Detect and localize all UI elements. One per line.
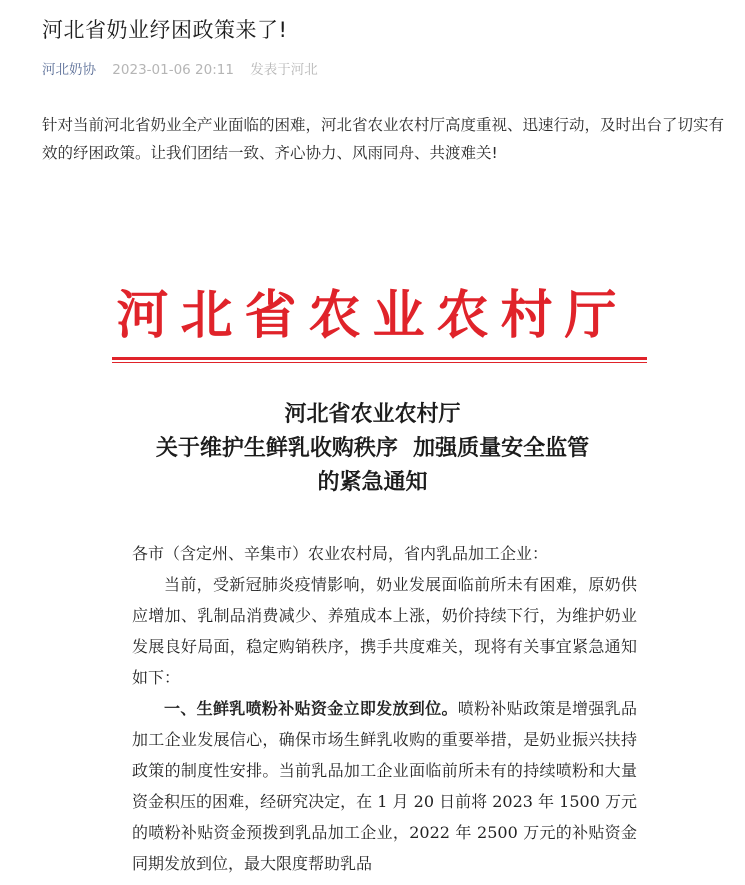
notice-title-line-2: 关于维护生鲜乳收购秩序 加强质量安全监管: [155, 436, 590, 461]
notice-title-line-1: 河北省农业农村厅: [284, 402, 461, 427]
publish-location: 发表于河北: [250, 62, 318, 78]
author-link[interactable]: 河北奶协: [42, 62, 96, 78]
notice-document-image: [0, 230, 745, 885]
org-red-header: 河北省农业农村厅: [116, 286, 629, 346]
notice-body: [132, 538, 637, 879]
publish-date: 2023-01-06 20:11: [112, 62, 234, 78]
notice-section-1: [132, 693, 637, 879]
section-1-text: 喷粉补贴政策是增强乳品加工企业发展信心，确保市场生鲜乳收购的重要举措，是奶业振兴扶持政策的制度性安排。当前乳品加工企业面临前所未有的持续喷粉和大量资金积压的困难，经研究决定，在 1 月 20 日前将 2023 年 1500 万元的喷粉补贴资金预拨到乳品加工企业，2022 年 2500 万元的补贴资金同期发放到位，最大限度帮助乳品: [132, 699, 637, 873]
article-intro: 针对当前河北省奶业全产业面临的困难，河北省农业农村厅高度重视、迅速行动，及时出台了切实有效的纾困政策。让我们团结一致、齐心协力、风雨同舟、共渡难关!: [42, 116, 725, 162]
notice-title-line-3: 的紧急通知: [317, 470, 428, 495]
article-title: 河北省奶业纾困政策来了!: [42, 18, 288, 42]
notice-paragraph-1: 当前，受新冠肺炎疫情影响，奶业发展面临前所未有困难，原奶供应增加、乳制品消费减少、养殖成本上涨，奶价持续下行，为维护奶业发展良好局面，稳定购销秩序，携手共度难关，现将有关事宜紧急通知如下：: [132, 575, 637, 687]
article-meta: [42, 58, 318, 78]
red-divider-line-thin: [112, 362, 647, 363]
notice-recipients: 各市（含定州、辛集市）农业农村局，省内乳品加工企业：: [132, 544, 549, 563]
notice-title: [0, 398, 745, 500]
red-divider-line: [112, 357, 647, 360]
section-1-heading: 一、生鲜乳喷粉补贴资金立即发放到位。: [164, 699, 458, 718]
